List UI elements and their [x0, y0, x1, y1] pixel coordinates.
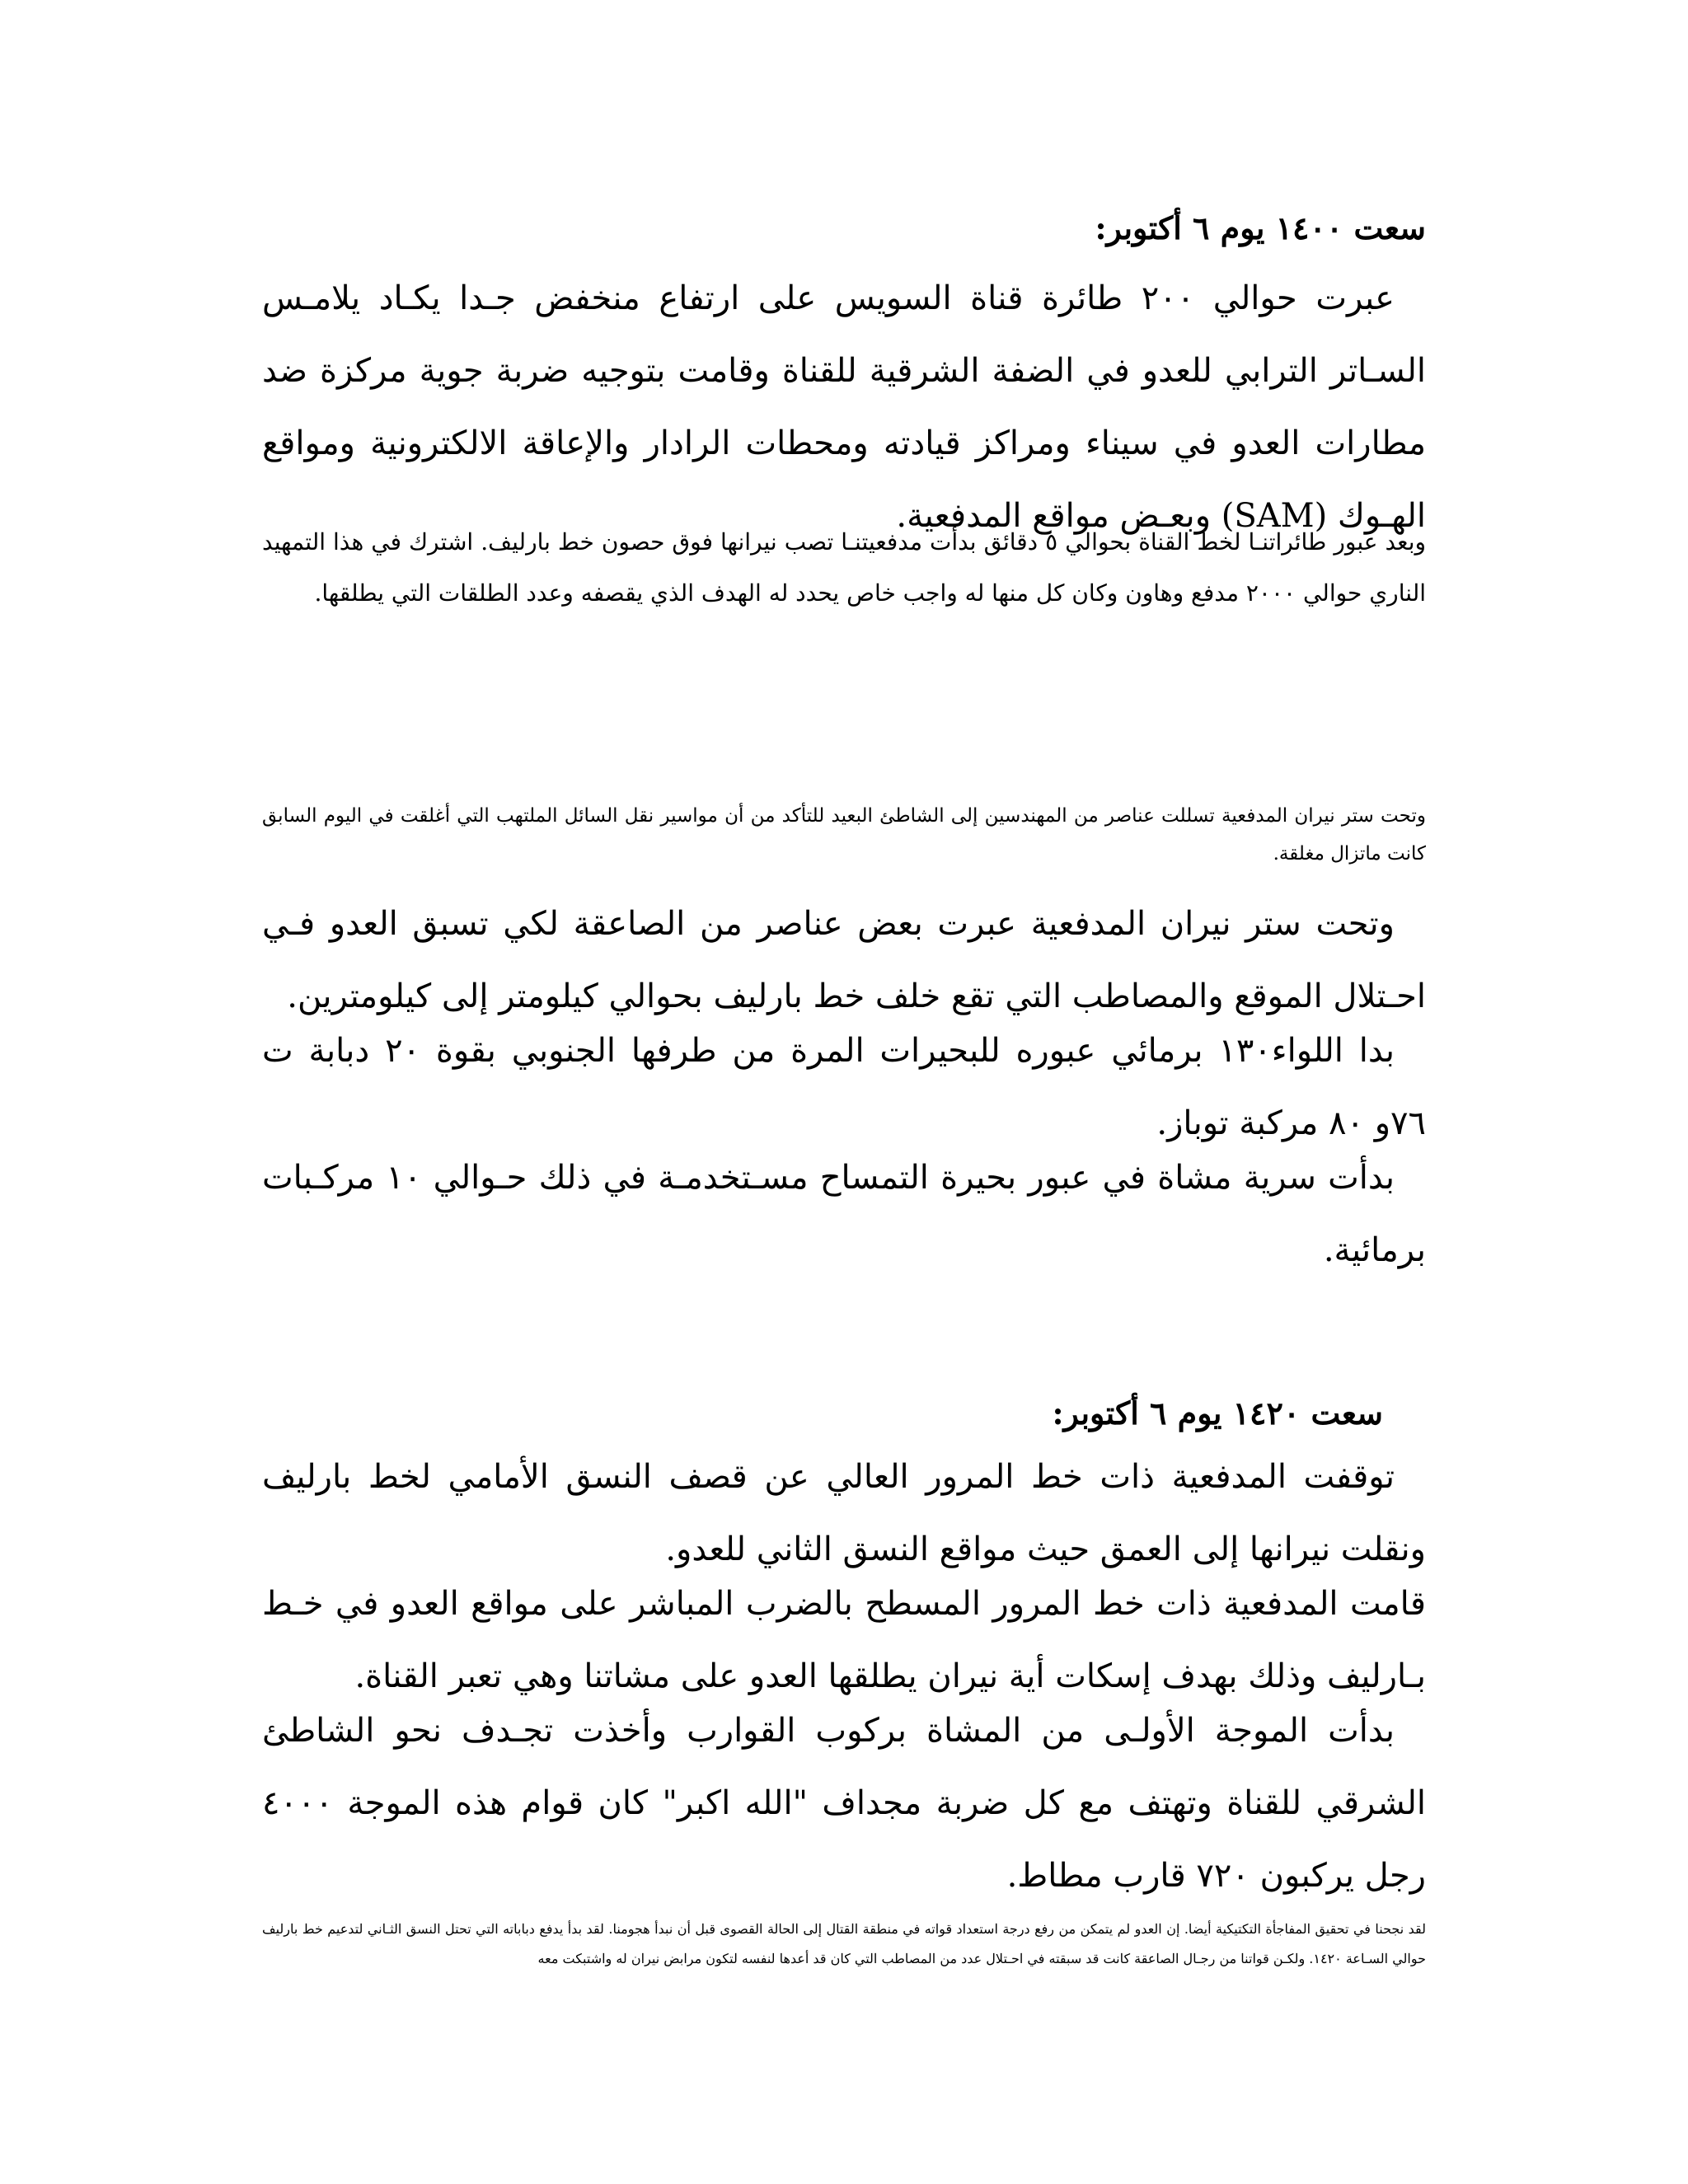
paragraph-infantry-company: بدأت سرية مشاة في عبور بحيرة التمساح مسـتخدمـة في ذلك حـوالي ١٠ مركـبات برمائية.	[262, 1159, 1426, 1269]
paragraph-air-strike: عبرت حوالي ٢٠٠ طائرة قناة السويس على ارتفاع منخفض جـدا يكـاد يلامـس السـاتر الترابي للعدو في الضفة الشرقية للقناة وقامت بتوجيه ضربة جوية مركزة ضد مطارات العدو في سيناء ومراكز قيادته ومحطات الرادار والإعاقة الالكترونية ومواقع الهـوك (SAM) وبعـض مواقع المدفعية.	[262, 279, 1426, 535]
footnote: لقد نجحنا في تحقيق المفاجأة التكتيكية أيضا. إن العدو لم يتمكن من رفع درجة استعداد قواته في منطقة القتال إلى الحالة القصوى قبل أن نبدأ هجومنا. لقد بدأ يدفع دباباته التي تحتل النسق الثـاني لتدعيم خط بارليف حوالي السـاعة ١٤٢٠. ولكـن قواتنا من رجـال الصاعقة كانت قد سبقته في احـتلال عدد من المصاطب التي كان قد أعدها لنفسه لتكون مرابض نيران له واشتبكت معه	[262, 1921, 1427, 1966]
paragraph-first-wave: بدأت الموجة الأولـى من المشاة بركوب القوارب وأخذت تجـدف نحو الشاطئ الشرقي للقناة وتهتف مع كل ضربة مجداف "الله اكبر" كان قوام هذه الموجة ٤٠٠٠ رجل يركبون ٧٢٠ قارب مطاط.	[262, 1712, 1426, 1895]
paragraph-amphibious-brigade: بدا اللواء١٣٠ برمائي عبوره للبحيرات المرة من طرفها الجنوبي بقوة ٢٠ دبابة ت ٧٦و ٨٠ مركبة توباز.	[262, 1032, 1426, 1142]
section-heading-1400: سعت ١٤٠٠ يوم ٦ أكتوبر:	[1095, 209, 1426, 246]
paragraph-flat-trajectory-artillery: قامت المدفعية ذات خط المرور المسطح بالضرب المباشر على مواقع العدو في خـط بـارليف وذلك بهدف إسكات أية نيران يطلقها العدو على مشاتنا وهي تعبر القناة.	[262, 1585, 1426, 1695]
paragraph-engineers: وتحت ستر نيران المدفعية تسللت عناصر من المهندسين إلى الشاطئ البعيد للتأكد من أن مواسير نقل السائل الملتهب التي أغلقت في اليوم السابق كانت ماتزال مغلقة.	[262, 805, 1426, 865]
section-heading-1420: سعت ١٤٢٠ يوم ٦ أكتوبر:	[1052, 1394, 1383, 1432]
paragraph-high-trajectory-artillery: توقفت المدفعية ذات خط المرور العالي عن قصف النسق الأمامي لخط بارليف ونقلت نيرانها إلى العمق حيث مواقع النسق الثاني للعدو.	[262, 1458, 1426, 1568]
paragraph-commandos: وتحت ستر نيران المدفعية عبرت بعض عناصر من الصاعقة لكي تسبق العدو فـي احـتلال الموقع والمصاطب التي تقع خلف خط بارليف بحوالي كيلومتر إلى كيلومترين.	[262, 905, 1426, 1015]
paragraph-artillery-barrage: وبعد عبور طائراتنـا لخط القناة بحوالي ٥ دقائق بدأت مدفعيتنـا تصب نيرانها فوق حصون خط بارليف. اشترك في هذا التمهيد الناري حوالي ٢٠٠٠ مدفع وهاون وكان كل منها له واجب خاص يحدد له الهدف الذي يقصفه وعدد الطلقات التي يطلقها.	[262, 528, 1427, 607]
